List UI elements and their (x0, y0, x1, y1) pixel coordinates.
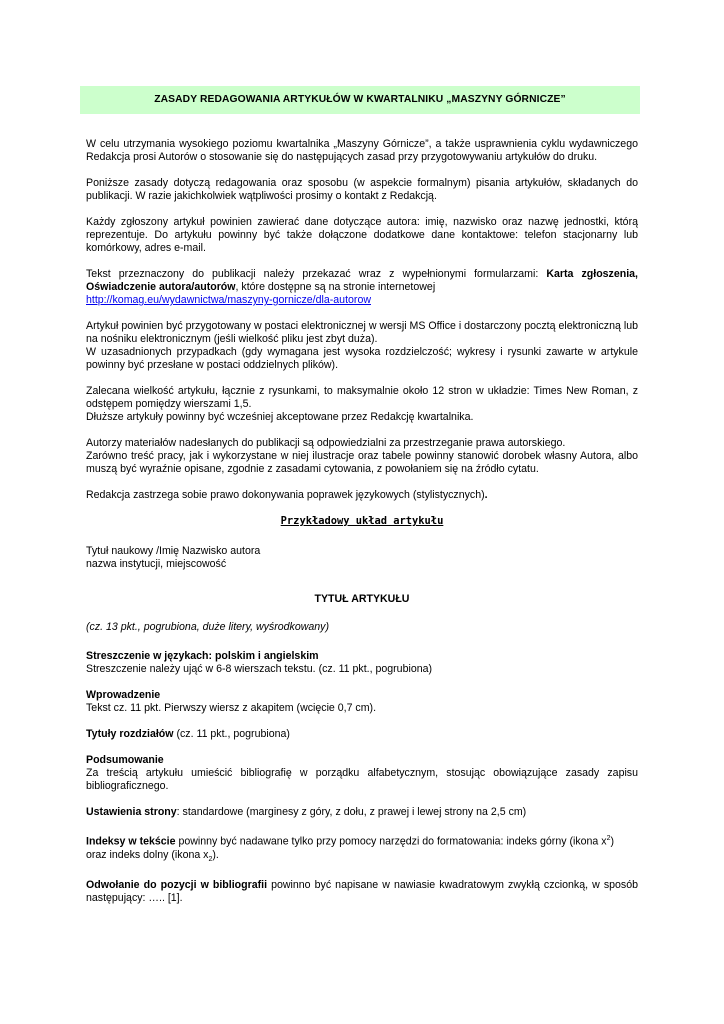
sample-indexes (86, 832, 638, 866)
sample-article-title: TYTUŁ ARTYKUŁU (314, 593, 410, 605)
paragraph-article-size: Zalecana wielkość artykułu, łącznie z rysunkami, to maksymalnie około 12 stron w układzie: Times New Roman, z odstępem pomiędzy wierszami 1,5. (86, 385, 638, 410)
paragraph-separate-files: W uzasadnionych przypadkach (gdy wymagana jest wysoka rozdzielczość; wykresy i rysunki zawarte w artykule powinny być przesłane w postaci oddzielnych plików). (86, 346, 638, 371)
indexes-label: Indeksy w tekście (86, 835, 176, 848)
sample-author-line: Tytuł naukowy /Imię Nazwisko autora (86, 545, 261, 557)
paragraph-electronic-form: Artykuł powinien być przygotowany w postaci elektronicznej w wersji MS Office i dostarczony pocztą elektroniczną lub na nośniku elektronicznym (jeśli wielkość pliku jest zbyt duża). (86, 320, 638, 345)
sample-bibliography-reference (86, 879, 638, 905)
sample-title-note: (cz. 13 pkt., pogrubiona, duże litery, wyśrodkowany) (86, 621, 329, 633)
page-settings-text: : standardowe (marginesy z góry, z dołu, z prawej i lewej strony na 2,5 cm) (176, 806, 527, 818)
sample-page-settings (86, 806, 638, 819)
document-title-banner: ZASADY REDAGOWANIA ARTYKUŁÓW W KWARTALNIKU „MASZYNY GÓRNICZE” (80, 86, 640, 114)
sample-abstract-label (86, 650, 638, 663)
subscript-example: 2 (208, 855, 213, 863)
sample-abstract-text: Streszczenie należy ująć w 6-8 wierszach tekstu. (cz. 11 pkt., pogrubiona) (86, 663, 433, 675)
reference-label: Odwołanie do pozycji w bibliografii (86, 878, 268, 891)
paragraph-forms (86, 268, 638, 307)
document-body (86, 138, 638, 905)
sample-intro-label (86, 689, 638, 702)
paragraph-scope: Poniższe zasady dotyczą redagowania oraz sposobu (w aspekcie formalnym) pisania artykułów, składanych do publikacji. W razie jakichkolwiek wątpliwości prosimy o kontakt z Redakcją. (86, 177, 638, 202)
indexes-text: powinny być nadawane tylko przy pomocy narzędzi do formatowania: indeks górny (ikona x (175, 835, 607, 848)
abstract-label: Streszczenie w językach: polskim i angielskim (86, 650, 319, 662)
corrections-period: . (484, 489, 488, 501)
authors-page-link[interactable]: http://komag.eu/wydawnictwa/maszyny-gornicze/dla-autorow (86, 294, 371, 306)
sample-intro-text: Tekst cz. 11 pkt. Pierwszy wiersz z akapitem (wcięcie 0,7 cm). (86, 702, 377, 714)
paragraph-longer-articles: Dłuższe artykuły powinny być wcześniej akceptowane przez Redakcję kwartalnika. (86, 411, 474, 423)
indexes-text-close: ) (610, 835, 614, 848)
forms-tail: , które dostępne są na stronie internetowej (235, 281, 436, 293)
sample-layout-heading: Przykładowy układ artykułu (280, 515, 444, 527)
page-settings-label: Ustawienia strony (86, 806, 177, 818)
paragraph-author-data: Każdy zgłoszony artykuł powinien zawierać dane dotyczące autora: imię, nazwisko oraz nazwę jednostki, którą reprezentuje. Do artykułu powinny być także dołączone dodatkowe dane kontaktowe: telefon stacjonarny lub komórkowy, adres e-mail. (86, 216, 638, 254)
sample-summary-text: Za treścią artykułu umieścić bibliografię w porządku alfabetycznym, stosując obowiązujące zasady zapisu bibliograficznego. (86, 767, 638, 792)
chapters-text: (cz. 11 pkt., pogrubiona) (173, 728, 290, 740)
corrections-text: Redakcja zastrzega sobie prawo dokonywania poprawek językowych (stylistycznych) (86, 489, 485, 501)
intro-label: Wprowadzenie (86, 689, 161, 701)
indexes-text-end: ). (212, 848, 219, 861)
superscript-example: 2 (606, 835, 611, 842)
paragraph-copyright: Autorzy materiałów nadesłanych do publikacji są odpowiedzialni za przestrzeganie prawa autorskiego. (86, 437, 566, 449)
sample-summary-label (86, 754, 638, 767)
paragraph-own-work: Zarówno treść pracy, jak i wykorzystane w niej ilustracje oraz tabele powinny stanowić dorobek własny Autora, albo muszą być wyraźnie opisane, zgodnie z zasadami cytowania, z powołaniem się na źródło cytatu. (86, 450, 638, 475)
reference-text: powinno być napisane w nawiasie kwadratowym zwykłą czcionką, w sposób następujący: ….. [1]. (86, 878, 638, 904)
forms-names: Karta zgłoszenia, Oświadczenie autora/autorów (86, 268, 638, 293)
sample-chapters (86, 728, 638, 741)
sample-institution-line: nazwa instytucji, miejscowość (86, 558, 227, 570)
forms-text: Tekst przeznaczony do publikacji należy przekazać wraz z wypełnionymi formularzami: (86, 268, 547, 280)
paragraph-corrections (86, 489, 638, 502)
summary-label: Podsumowanie (86, 754, 164, 766)
indexes-text-sub: oraz indeks dolny (ikona x (86, 848, 209, 861)
paragraph-purpose: W celu utrzymania wysokiego poziomu kwartalnika „Maszyny Górnicze”, a także usprawnienia cyklu wydawniczego Redakcja prosi Autorów o stosowanie się do następujących zasad przy przygotowywaniu artykułów do druku. (86, 138, 638, 163)
chapters-label: Tytuły rozdziałów (86, 728, 174, 740)
